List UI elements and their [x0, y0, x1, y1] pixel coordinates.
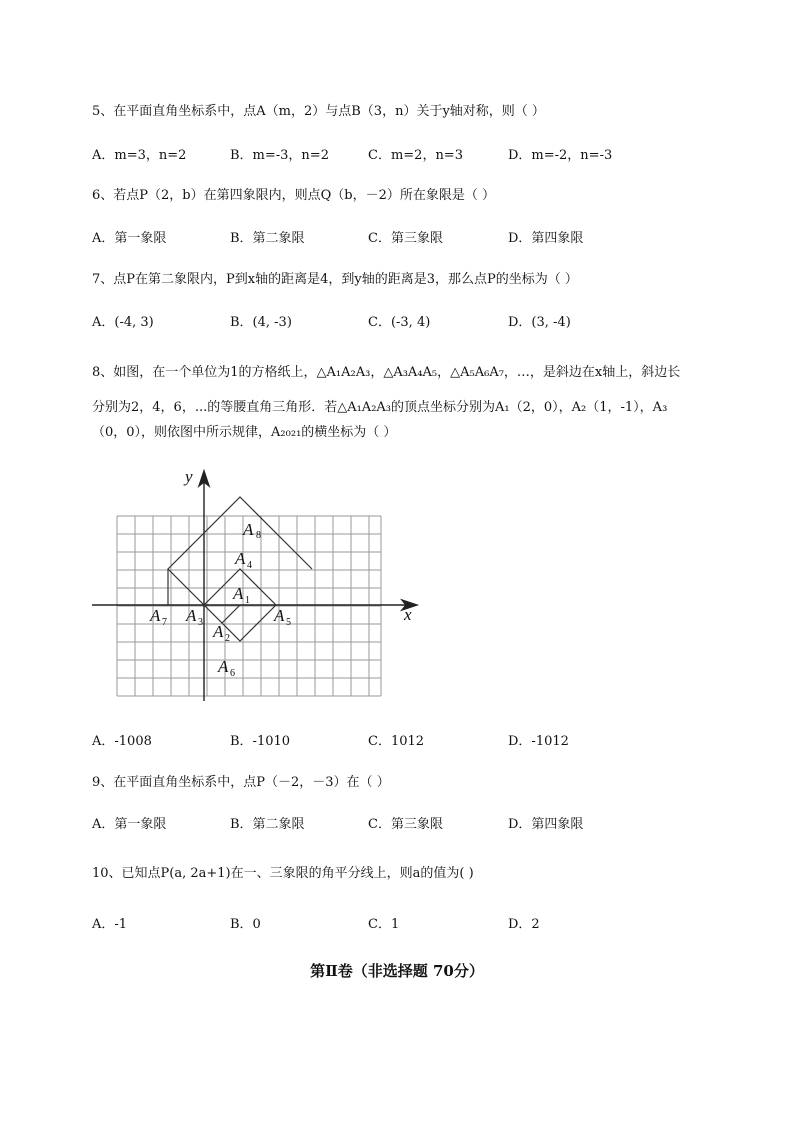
q5-option-b: B．m=-3，n=2	[230, 148, 329, 163]
label-a8-subscript: 8	[256, 530, 261, 541]
label-a4: A	[235, 549, 246, 568]
label-a1-subscript: 1	[245, 595, 250, 606]
question-8-stem-line-3: （0，0），则依图中所示规律，A₂₀₂₁的横坐标为（ ）	[92, 425, 397, 440]
q5-option-a: A．m=3，n=2	[92, 148, 187, 163]
q7-option-d: D．(3, -4)	[508, 315, 571, 330]
q5-option-d: D．m=-2，n=-3	[508, 148, 613, 163]
label-a6: A	[218, 657, 229, 676]
label-a7-subscript: 7	[162, 617, 167, 628]
q9-option-c: C．第三象限	[368, 817, 443, 832]
q7-option-b: B．(4, -3)	[230, 315, 292, 330]
label-a5-subscript: 5	[286, 617, 291, 628]
label-a5: A	[274, 606, 285, 625]
q7-option-a: A．(-4, 3)	[92, 315, 154, 330]
question-7-stem: 7、点P在第二象限内，P到x轴的距离是4，到y轴的距离是3，那么点P的坐标为（ ）	[92, 272, 578, 287]
label-a8: A	[243, 520, 254, 539]
q8-option-b: B．-1010	[230, 734, 291, 749]
q10-option-c: C．1	[368, 917, 400, 932]
question-10-stem: 10、已知点P(a, 2a+1)在一、三象限的角平分线上，则a的值为( )	[92, 866, 474, 881]
label-a3-subscript: 3	[198, 617, 203, 628]
label-a6-subscript: 6	[230, 668, 235, 679]
label-a7: A	[150, 606, 161, 625]
q8-option-a: A．-1008	[92, 734, 152, 749]
q9-option-d: D．第四象限	[508, 817, 584, 832]
q6-option-a: A．第一象限	[92, 231, 167, 246]
coordinate-grid-figure	[90, 466, 420, 706]
section-title: 第Ⅱ卷（非选择题 70分）	[310, 962, 484, 980]
question-9-stem: 9、在平面直角坐标系中，点P（－2，－3）在（ ）	[92, 775, 390, 790]
label-a2: A	[213, 622, 224, 641]
label-a4-subscript: 4	[247, 560, 252, 571]
y-axis-label: y	[185, 467, 193, 486]
label-a3: A	[186, 606, 197, 625]
question-5-stem: 5、在平面直角坐标系中，点A（m，2）与点B（3，n）关于y轴对称，则（ ）	[92, 104, 545, 119]
question-8-stem-line-1: 8、如图，在一个单位为1的方格纸上，△A₁A₂A₃，△A₃A₄A₅，△A₅A₆A₇，…，是斜边在x轴上，斜边长	[92, 365, 681, 380]
figure-labels	[149, 467, 412, 679]
q8-option-c: C．1012	[368, 734, 425, 749]
x-axis-label: x	[404, 605, 412, 624]
q5-option-c: C．m=2，n=3	[368, 148, 463, 163]
q9-option-b: B．第二象限	[230, 817, 305, 832]
q6-option-b: B．第二象限	[230, 231, 305, 246]
label-a2-subscript: 2	[225, 633, 230, 644]
question-6-stem: 6、若点P（2，b）在第四象限内，则点Q（b，－2）所在象限是（ ）	[92, 188, 495, 203]
question-8-stem-line-2: 分别为2，4，6，...的等腰直角三角形．若△A₁A₂A₃的顶点坐标分别为A₁（2，0），A₂（1，-1），A₃	[92, 400, 668, 415]
q8-option-d: D．-1012	[508, 734, 569, 749]
axes	[92, 471, 417, 701]
q6-option-c: C．第三象限	[368, 231, 443, 246]
q9-option-a: A．第一象限	[92, 817, 167, 832]
q6-option-d: D．第四象限	[508, 231, 584, 246]
q10-option-b: B．0	[230, 917, 261, 932]
q7-option-c: C．(-3, 4)	[368, 315, 431, 330]
label-a1: A	[233, 584, 244, 603]
q10-option-d: D．2	[508, 917, 540, 932]
q10-option-a: A．-1	[92, 917, 128, 932]
